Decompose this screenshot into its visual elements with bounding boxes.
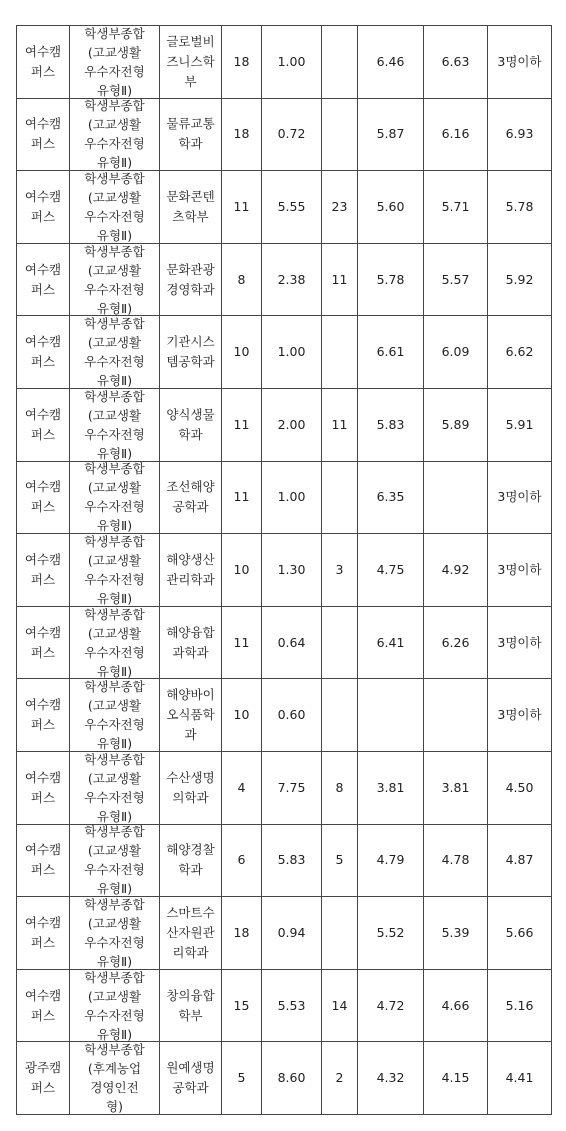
- admission-type-cell-line: 학생부종합: [84, 1042, 145, 1058]
- quota-cell: 18: [222, 98, 262, 171]
- admission-type-cell-line: 우수자전형: [84, 354, 145, 370]
- grade-value-2-cell: 4.15: [424, 1042, 488, 1115]
- admission-type-cell-line: (고교생활: [87, 552, 142, 568]
- waitlist-rank-cell: 8: [322, 751, 358, 824]
- admission-type-cell-line: 유형Ⅱ): [96, 155, 133, 171]
- admission-type-cell-line: (후계농업: [87, 1061, 142, 1077]
- grade-value-1-cell: 4.72: [358, 969, 424, 1042]
- admission-type-cell-line: 학생부종합: [84, 170, 145, 186]
- admission-type-cell-line: 학생부종합: [84, 969, 145, 985]
- admission-type-cell: [70, 679, 160, 752]
- department-cell-line: 과: [184, 727, 197, 743]
- campus-cell-line: 여수캠: [24, 769, 62, 785]
- department-cell-line: 오식품학: [166, 707, 215, 723]
- department-cell-line: 해양바이: [166, 687, 215, 703]
- grade-value-2-cell: 6.26: [424, 606, 488, 679]
- table-row: [17, 26, 552, 99]
- campus-cell-line: 여수캠: [24, 406, 62, 422]
- admission-type-cell-line: (고교생활: [87, 117, 142, 133]
- table-row: [17, 679, 552, 752]
- competition-rate-cell: 1.30: [262, 534, 322, 607]
- department-cell-line: 즈니스학: [166, 53, 215, 69]
- admission-type-cell-line: 학생부종합: [84, 606, 145, 622]
- quota-cell: 11: [222, 171, 262, 244]
- campus-cell: [17, 26, 70, 99]
- admission-type-cell: [70, 969, 160, 1042]
- quota-cell: 18: [222, 26, 262, 99]
- campus-cell-line: 퍼스: [30, 571, 56, 587]
- department-cell: [160, 606, 222, 679]
- quota-cell: 18: [222, 897, 262, 970]
- table-row: [17, 243, 552, 316]
- department-cell-line: 문화콘텐: [166, 188, 215, 204]
- campus-cell-line: 퍼스: [30, 644, 56, 660]
- department-cell-line: 츠학부: [172, 208, 209, 224]
- admission-type-cell-line: 유형Ⅱ): [96, 808, 133, 824]
- waitlist-rank-cell: [322, 316, 358, 389]
- campus-cell-line: 퍼스: [30, 426, 56, 442]
- quota-cell: 11: [222, 606, 262, 679]
- grade-value-2-cell: 4.92: [424, 534, 488, 607]
- department-cell-line: 수산생명: [166, 769, 215, 785]
- department-cell-line: 원예생명: [166, 1060, 215, 1076]
- department-cell: [160, 98, 222, 171]
- quota-cell: 11: [222, 388, 262, 461]
- department-cell: [160, 534, 222, 607]
- admission-type-cell: [70, 316, 160, 389]
- campus-cell-line: 여수캠: [24, 551, 62, 567]
- grade-value-2-cell: 6.09: [424, 316, 488, 389]
- campus-cell-line: 퍼스: [30, 789, 56, 805]
- department-cell-line: 양식생물: [166, 406, 215, 422]
- grade-value-3-cell: 4.41: [488, 1042, 552, 1115]
- department-cell-line: 학부: [178, 1007, 203, 1023]
- department-cell-line: 해양생산: [166, 551, 215, 567]
- grade-value-1-cell: 4.75: [358, 534, 424, 607]
- competition-rate-cell: 0.94: [262, 897, 322, 970]
- admission-type-cell-line: 학생부종합: [84, 98, 145, 114]
- grade-value-3-cell: 3명이하: [488, 606, 552, 679]
- department-cell-line: 해양융합: [166, 624, 215, 640]
- competition-rate-cell: 5.55: [262, 171, 322, 244]
- admission-type-cell-line: 학생부종합: [84, 461, 145, 477]
- department-cell-line: 템공학과: [166, 354, 215, 370]
- grade-value-1-cell: [358, 679, 424, 752]
- grade-value-1-cell: 6.35: [358, 461, 424, 534]
- campus-cell-line: 광주캠: [24, 1060, 62, 1076]
- admission-type-cell-line: 우수자전형: [84, 136, 145, 152]
- admission-type-cell-line: 경영인전: [90, 1080, 139, 1096]
- admission-type-cell: [70, 243, 160, 316]
- admission-type-cell-line: (고교생활: [87, 625, 142, 641]
- table-row: [17, 316, 552, 389]
- grade-value-2-cell: 6.63: [424, 26, 488, 99]
- department-cell-line: 물류교통: [166, 116, 215, 132]
- grade-value-1-cell: 6.41: [358, 606, 424, 679]
- campus-cell-line: 퍼스: [30, 1080, 56, 1096]
- grade-value-1-cell: 5.87: [358, 98, 424, 171]
- grade-value-2-cell: 5.39: [424, 897, 488, 970]
- department-cell: [160, 897, 222, 970]
- competition-rate-cell: 2.00: [262, 388, 322, 461]
- admission-type-cell-line: 유형Ⅱ): [96, 445, 133, 461]
- admission-type-cell-line: (고교생활: [87, 843, 142, 859]
- campus-cell-line: 퍼스: [30, 862, 56, 878]
- department-cell-line: 과학과: [172, 644, 209, 660]
- admission-type-cell-line: (고교생활: [87, 407, 142, 423]
- department-cell: [160, 171, 222, 244]
- admission-type-cell-line: (고교생활: [87, 44, 142, 60]
- grade-value-3-cell: 5.78: [488, 171, 552, 244]
- quota-cell: 4: [222, 751, 262, 824]
- campus-cell-line: 여수캠: [24, 43, 62, 59]
- department-cell: [160, 751, 222, 824]
- admission-results-table: [16, 25, 552, 1115]
- grade-value-2-cell: 5.57: [424, 243, 488, 316]
- competition-rate-cell: 5.83: [262, 824, 322, 897]
- admission-type-cell-line: (고교생활: [87, 335, 142, 351]
- waitlist-rank-cell: [322, 606, 358, 679]
- grade-value-2-cell: 5.71: [424, 171, 488, 244]
- grade-value-1-cell: 5.78: [358, 243, 424, 316]
- admission-type-cell-line: 우수자전형: [84, 208, 145, 224]
- admission-type-cell-line: (고교생활: [87, 189, 142, 205]
- grade-value-1-cell: 6.61: [358, 316, 424, 389]
- admission-type-cell-line: 우수자전형: [84, 862, 145, 878]
- quota-cell: 10: [222, 679, 262, 752]
- table-row: [17, 461, 552, 534]
- waitlist-rank-cell: [322, 461, 358, 534]
- campus-cell-line: 여수캠: [24, 624, 62, 640]
- quota-cell: 5: [222, 1042, 262, 1115]
- grade-value-2-cell: 3.81: [424, 751, 488, 824]
- admission-type-cell-line: 유형Ⅱ): [96, 82, 133, 98]
- grade-value-3-cell: 4.50: [488, 751, 552, 824]
- department-cell-line: 학과: [178, 136, 203, 152]
- department-cell-line: 경영학과: [166, 281, 215, 297]
- grade-value-3-cell: 4.87: [488, 824, 552, 897]
- admission-type-cell-line: 학생부종합: [84, 533, 145, 549]
- grade-value-3-cell: 5.66: [488, 897, 552, 970]
- campus-cell: [17, 1042, 70, 1115]
- campus-cell: [17, 751, 70, 824]
- admission-type-cell: [70, 98, 160, 171]
- campus-cell-line: 퍼스: [30, 136, 56, 152]
- grade-value-1-cell: 4.79: [358, 824, 424, 897]
- admission-type-cell-line: 우수자전형: [84, 644, 145, 660]
- grade-value-1-cell: 5.60: [358, 171, 424, 244]
- competition-rate-cell: 0.64: [262, 606, 322, 679]
- admission-type-cell-line: (고교생활: [87, 988, 142, 1004]
- admission-type-cell: [70, 897, 160, 970]
- department-cell: [160, 824, 222, 897]
- department-cell: [160, 388, 222, 461]
- campus-cell-line: 퍼스: [30, 281, 56, 297]
- admission-type-cell-line: 우수자전형: [84, 426, 145, 442]
- grade-value-3-cell: 3명이하: [488, 534, 552, 607]
- waitlist-rank-cell: 2: [322, 1042, 358, 1115]
- admission-type-cell: [70, 606, 160, 679]
- table-row: [17, 98, 552, 171]
- admission-type-cell-line: 유형Ⅱ): [96, 300, 133, 316]
- table-row: [17, 534, 552, 607]
- table-row: [17, 824, 552, 897]
- admission-type-cell-line: 학생부종합: [84, 25, 145, 41]
- admission-type-cell-line: 학생부종합: [84, 243, 145, 259]
- grade-value-3-cell: 3명이하: [488, 26, 552, 99]
- department-cell-line: 스마트수: [166, 904, 215, 920]
- grade-value-1-cell: 4.32: [358, 1042, 424, 1115]
- department-cell-line: 관리학과: [166, 571, 215, 587]
- competition-rate-cell: 1.00: [262, 461, 322, 534]
- campus-cell-line: 여수캠: [24, 987, 62, 1003]
- department-cell-line: 부: [184, 73, 197, 89]
- quota-cell: 10: [222, 534, 262, 607]
- competition-rate-cell: 0.72: [262, 98, 322, 171]
- waitlist-rank-cell: 3: [322, 534, 358, 607]
- competition-rate-cell: 0.60: [262, 679, 322, 752]
- competition-rate-cell: 7.75: [262, 751, 322, 824]
- admission-type-cell-line: 유형Ⅱ): [96, 373, 133, 389]
- admission-type-cell-line: 유형Ⅱ): [96, 1026, 133, 1042]
- department-cell-line: 학과: [178, 426, 203, 442]
- admission-type-cell-line: 우수자전형: [84, 1007, 145, 1023]
- quota-cell: 8: [222, 243, 262, 316]
- table-row: [17, 969, 552, 1042]
- department-cell-line: 산자원관: [166, 924, 215, 940]
- admission-type-cell: [70, 751, 160, 824]
- campus-cell-line: 여수캠: [24, 334, 62, 350]
- table-row: [17, 897, 552, 970]
- grade-value-3-cell: 6.93: [488, 98, 552, 171]
- admission-type-cell-line: 학생부종합: [84, 388, 145, 404]
- grade-value-2-cell: 5.89: [424, 388, 488, 461]
- waitlist-rank-cell: 5: [322, 824, 358, 897]
- campus-cell: [17, 679, 70, 752]
- admission-type-cell: [70, 26, 160, 99]
- competition-rate-cell: 1.00: [262, 26, 322, 99]
- department-cell-line: 문화관광: [166, 261, 215, 277]
- table-row: [17, 751, 552, 824]
- campus-cell-line: 여수캠: [24, 914, 62, 930]
- waitlist-rank-cell: 14: [322, 969, 358, 1042]
- campus-cell-line: 여수캠: [24, 842, 62, 858]
- grade-value-2-cell: [424, 679, 488, 752]
- department-cell-line: 기관시스: [166, 334, 215, 350]
- competition-rate-cell: 2.38: [262, 243, 322, 316]
- admission-type-cell-line: 학생부종합: [84, 679, 145, 695]
- admission-type-cell: [70, 171, 160, 244]
- waitlist-rank-cell: [322, 98, 358, 171]
- department-cell: [160, 679, 222, 752]
- competition-rate-cell: 1.00: [262, 316, 322, 389]
- admission-type-cell-line: 우수자전형: [84, 789, 145, 805]
- admission-type-cell-line: 우수자전형: [84, 717, 145, 733]
- campus-cell: [17, 969, 70, 1042]
- department-cell-line: 해양경찰: [166, 842, 215, 858]
- department-cell: [160, 969, 222, 1042]
- admission-type-cell-line: (고교생활: [87, 770, 142, 786]
- department-cell: [160, 1042, 222, 1115]
- admission-type-cell-line: 유형Ⅱ): [96, 663, 133, 679]
- admission-type-cell-line: 학생부종합: [84, 896, 145, 912]
- campus-cell-line: 퍼스: [30, 1007, 56, 1023]
- quota-cell: 6: [222, 824, 262, 897]
- grade-value-3-cell: 5.91: [488, 388, 552, 461]
- department-cell: [160, 316, 222, 389]
- campus-cell: [17, 98, 70, 171]
- admission-type-cell-line: 우수자전형: [84, 571, 145, 587]
- table-row: [17, 1042, 552, 1115]
- admission-type-cell: [70, 1042, 160, 1115]
- department-cell-line: 공학과: [172, 499, 209, 515]
- admission-type-cell-line: (고교생활: [87, 480, 142, 496]
- campus-cell: [17, 388, 70, 461]
- campus-cell-line: 퍼스: [30, 354, 56, 370]
- campus-cell: [17, 534, 70, 607]
- admission-type-cell-line: 우수자전형: [84, 499, 145, 515]
- campus-cell: [17, 243, 70, 316]
- campus-cell: [17, 606, 70, 679]
- grade-value-1-cell: 5.52: [358, 897, 424, 970]
- competition-rate-cell: 5.53: [262, 969, 322, 1042]
- department-cell-line: 리학과: [172, 944, 209, 960]
- admission-type-cell-line: 형): [106, 1099, 123, 1115]
- admission-type-cell-line: 유형Ⅱ): [96, 227, 133, 243]
- grade-value-2-cell: [424, 461, 488, 534]
- admission-type-cell-line: 우수자전형: [84, 934, 145, 950]
- admission-type-cell-line: 유형Ⅱ): [96, 590, 133, 606]
- admission-type-cell-line: (고교생활: [87, 915, 142, 931]
- grade-value-2-cell: 4.78: [424, 824, 488, 897]
- admission-type-cell-line: 학생부종합: [84, 824, 145, 840]
- campus-cell-line: 퍼스: [30, 208, 56, 224]
- admission-type-cell: [70, 461, 160, 534]
- grade-value-2-cell: 6.16: [424, 98, 488, 171]
- quota-cell: 10: [222, 316, 262, 389]
- waitlist-rank-cell: [322, 26, 358, 99]
- campus-cell-line: 여수캠: [24, 697, 62, 713]
- grade-value-3-cell: 3명이하: [488, 461, 552, 534]
- grade-value-1-cell: 6.46: [358, 26, 424, 99]
- campus-cell: [17, 824, 70, 897]
- admission-type-cell-line: 우수자전형: [84, 281, 145, 297]
- campus-cell-line: 여수캠: [24, 261, 62, 277]
- campus-cell-line: 여수캠: [24, 479, 62, 495]
- quota-cell: 11: [222, 461, 262, 534]
- campus-cell: [17, 461, 70, 534]
- waitlist-rank-cell: [322, 897, 358, 970]
- department-cell-line: 글로벌비: [166, 33, 215, 49]
- campus-cell: [17, 316, 70, 389]
- competition-rate-cell: 8.60: [262, 1042, 322, 1115]
- campus-cell-line: 여수캠: [24, 116, 62, 132]
- grade-value-3-cell: 3명이하: [488, 679, 552, 752]
- department-cell: [160, 26, 222, 99]
- department-cell-line: 조선해양: [166, 479, 215, 495]
- campus-cell-line: 퍼스: [30, 63, 56, 79]
- admission-type-cell-line: 유형Ⅱ): [96, 736, 133, 752]
- table-row: [17, 606, 552, 679]
- grade-value-2-cell: 4.66: [424, 969, 488, 1042]
- grade-value-3-cell: 5.16: [488, 969, 552, 1042]
- admission-type-cell: [70, 388, 160, 461]
- department-cell: [160, 243, 222, 316]
- waitlist-rank-cell: 23: [322, 171, 358, 244]
- admission-type-cell-line: 학생부종합: [84, 316, 145, 332]
- waitlist-rank-cell: [322, 679, 358, 752]
- admission-type-cell-line: (고교생활: [87, 262, 142, 278]
- department-cell-line: 공학과: [172, 1080, 209, 1096]
- campus-cell-line: 퍼스: [30, 934, 56, 950]
- admission-type-cell-line: 학생부종합: [84, 751, 145, 767]
- department-cell-line: 의학과: [172, 789, 209, 805]
- campus-cell-line: 퍼스: [30, 499, 56, 515]
- admission-type-cell-line: (고교생활: [87, 698, 142, 714]
- admission-type-cell: [70, 534, 160, 607]
- admission-type-cell: [70, 824, 160, 897]
- waitlist-rank-cell: 11: [322, 243, 358, 316]
- grade-value-3-cell: 6.62: [488, 316, 552, 389]
- grade-value-1-cell: 3.81: [358, 751, 424, 824]
- campus-cell-line: 퍼스: [30, 717, 56, 733]
- admission-type-cell-line: 유형Ⅱ): [96, 881, 133, 897]
- admission-type-cell-line: 유형Ⅱ): [96, 518, 133, 534]
- campus-cell: [17, 897, 70, 970]
- grade-value-1-cell: 5.83: [358, 388, 424, 461]
- table-row: [17, 171, 552, 244]
- admission-type-cell-line: 유형Ⅱ): [96, 953, 133, 969]
- admission-type-cell-line: 우수자전형: [84, 63, 145, 79]
- department-cell-line: 창의융합: [166, 987, 215, 1003]
- table-row: [17, 388, 552, 461]
- department-cell-line: 학과: [178, 862, 203, 878]
- campus-cell: [17, 171, 70, 244]
- department-cell: [160, 461, 222, 534]
- grade-value-3-cell: 5.92: [488, 243, 552, 316]
- quota-cell: 15: [222, 969, 262, 1042]
- waitlist-rank-cell: 11: [322, 388, 358, 461]
- campus-cell-line: 여수캠: [24, 188, 62, 204]
